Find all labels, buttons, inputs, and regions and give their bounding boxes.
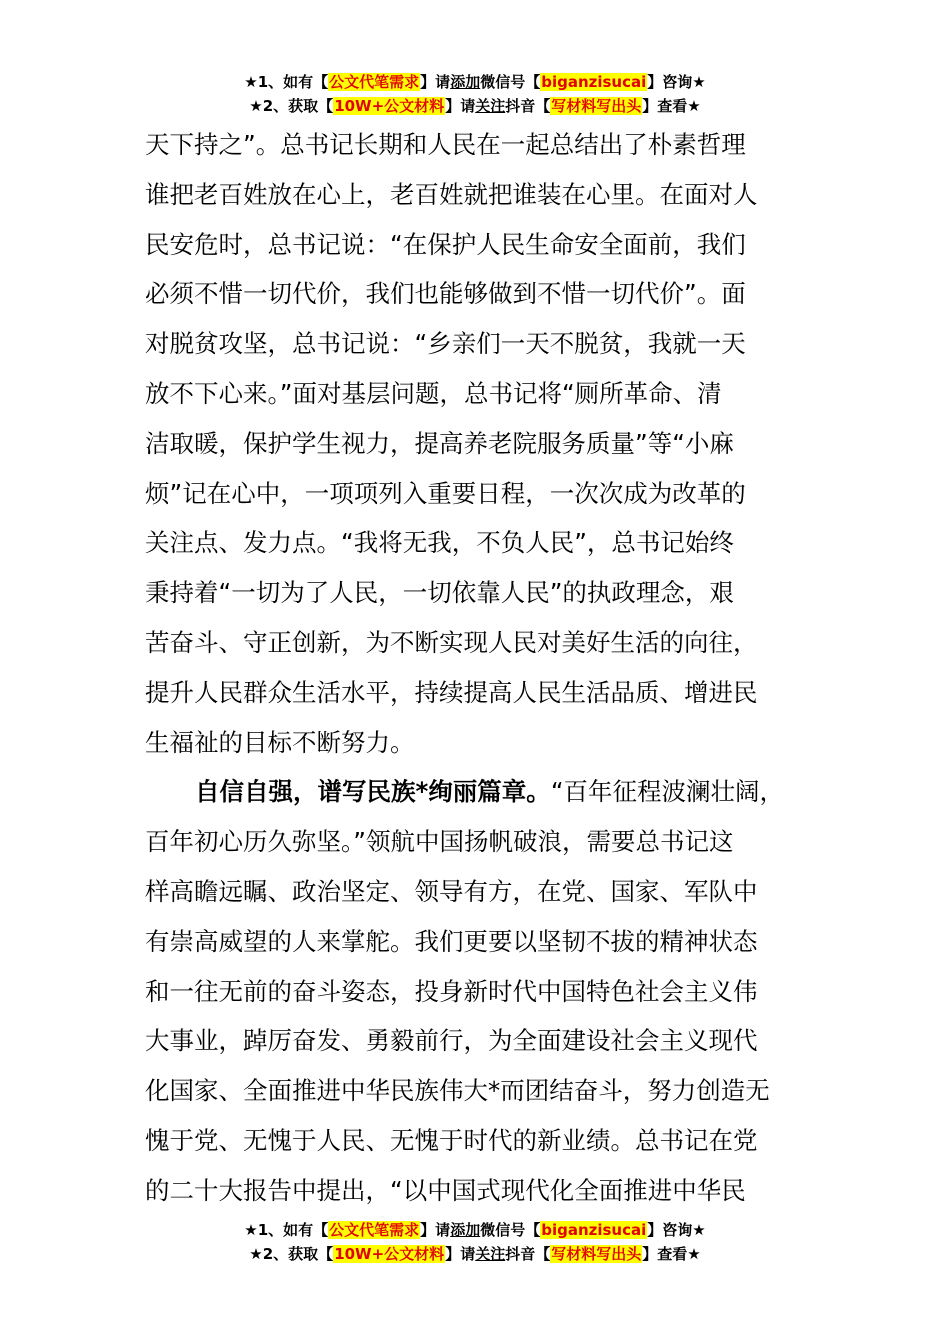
text-line: 放不下心来。”面对基层问题，总书记将“厕所革命、清 [145,378,722,408]
header-banner [0,70,950,118]
text-line: 苦奋斗、守正创新，为不断实现人民对美好生活的向往， [145,627,758,657]
promo-line-2: ★2、获取【10W+公文材料】请关注抖音【写材料写出头】查看★ [249,97,701,115]
text-line: 提升人民群众生活水平，持续提高人民生活品质、增进民 [145,677,758,707]
promo-line-1: ★1、如有【公文代笔需求】请添加微信号【biganzisucai】咨询★ [244,1221,706,1239]
promo-highlight: 10W+公文材料 [334,97,445,115]
text-line: 关注点、发力点。“我将无我，不负人民”，总书记始终 [145,528,734,558]
paragraph-2 [145,767,835,1215]
text-line: 和一往无前的奋斗姿态，投身新时代中国特色社会主义伟 [145,976,758,1006]
text-line: 百年初心历久弥坚。”领航中国扬帆破浪，需要总书记这 [145,827,734,857]
document-body [145,120,835,1216]
text-line: 的二十大报告中提出，“以中国式现代化全面推进中华民 [145,1175,746,1205]
text-line: 烦”记在心中，一项项列入重要日程，一次次成为改革的 [145,478,746,508]
text-line: 秉持着“一切为了人民，一切依靠人民”的执政理念，艰 [145,578,734,608]
paragraph-1 [145,120,835,767]
promo-highlight: 10W+公文材料 [334,1245,445,1263]
douyin-id-highlight: 写材料写出头 [551,97,642,115]
section-heading: 自信自强，谱写民族*绚丽篇章。 [195,777,551,807]
douyin-id-highlight: 写材料写出头 [551,1245,642,1263]
promo-line-2: ★2、获取【10W+公文材料】请关注抖音【写材料写出头】查看★ [249,1245,701,1263]
wechat-id-highlight: biganzisucai [541,1221,647,1239]
footer-banner [0,1218,950,1266]
text-line: 自信自强，谱写民族*绚丽篇章。“百年征程波澜壮阔， [195,777,785,807]
text-line: 愧于党、无愧于人民、无愧于时代的新业绩。总书记在党 [145,1125,758,1155]
promo-line-1: ★1、如有【公文代笔需求】请添加微信号【biganzisucai】咨询★ [244,73,706,91]
text-line: 化国家、全面推进中华民族伟大*而团结奋斗，努力创造无 [145,1076,770,1106]
text-line: 天下持之”。总书记长期和人民在一起总结出了朴素哲理 [145,130,746,159]
text-line: 大事业，踔厉奋发、勇毅前行，为全面建设社会主义现代 [145,1026,758,1056]
text-line: 对脱贫攻坚，总书记说：“乡亲们一天不脱贫，我就一天 [145,329,746,359]
wechat-id-highlight: biganzisucai [541,73,647,91]
text-line: 洁取暖，保护学生视力，提高养老院服务质量”等“小麻 [145,428,734,458]
text-line: 谁把老百姓放在心上，老百姓就把谁装在心里。在面对人 [145,179,758,209]
text-line: 必须不惜一切代价，我们也能够做到不惜一切代价”。面 [145,279,746,309]
text-line: 样高瞻远瞩、政治坚定、领导有方，在党、国家、军队中 [145,876,758,906]
text-line: 有崇高威望的人来掌舵。我们更要以坚韧不拔的精神状态 [145,926,758,956]
promo-highlight: 公文代笔需求 [329,73,420,91]
promo-highlight: 公文代笔需求 [329,1221,420,1239]
text-line: 生福祉的目标不断努力。 [145,727,415,757]
text-line: 民安危时，总书记说：“在保护人民生命安全面前，我们 [145,229,746,259]
